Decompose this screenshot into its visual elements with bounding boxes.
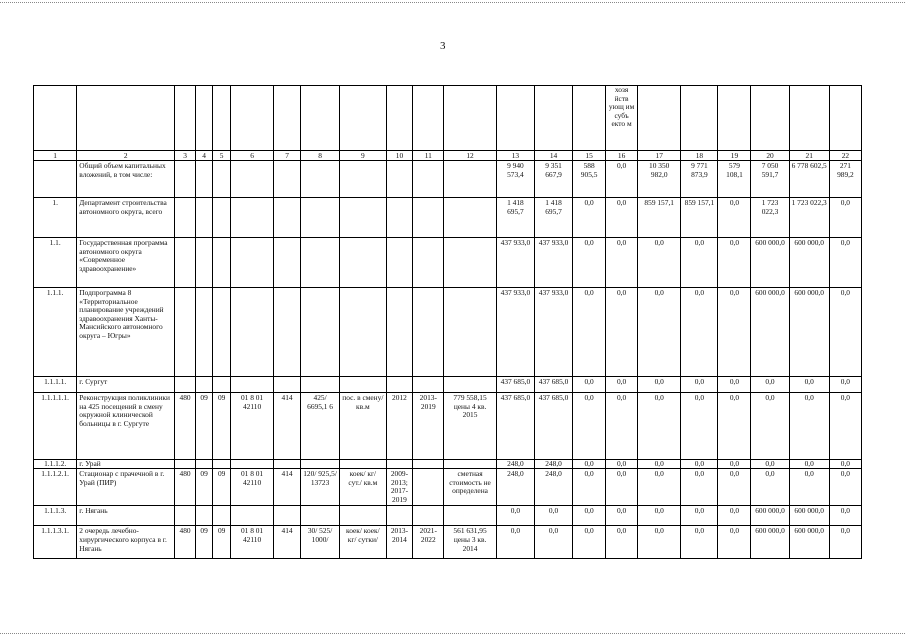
data-cell: 480 [175, 469, 196, 506]
row-number-cell: 1.1.1.3.1. [34, 526, 77, 559]
data-cell: 0,0 [718, 198, 751, 238]
column-number-cell: 16 [606, 151, 638, 161]
column-number-cell: 22 [829, 151, 861, 161]
data-cell: 6 778 602,5 [789, 161, 829, 198]
data-cell: 859 157,1 [638, 198, 681, 238]
data-cell: 0,0 [681, 393, 718, 460]
table-row-uray [34, 460, 862, 469]
column-number-cell: 3 [175, 151, 196, 161]
row-number-cell: 1.1.1.1.1. [34, 393, 77, 460]
data-cell: 0,0 [638, 460, 681, 469]
data-cell: 0,0 [573, 506, 606, 526]
column-number-cell: 19 [718, 151, 751, 161]
data-cell [386, 460, 413, 469]
data-cell: 01 8 01 42110 [230, 526, 273, 559]
data-cell [274, 460, 301, 469]
data-cell: 1 723 022,3 [789, 198, 829, 238]
data-cell: 600 000,0 [789, 506, 829, 526]
header-cell [274, 86, 301, 151]
data-cell [213, 288, 231, 377]
column-number-cell: 21 [789, 151, 829, 161]
data-cell: 425/ 6695,1 6 [300, 393, 339, 460]
data-cell: 248,0 [496, 460, 534, 469]
data-cell [444, 161, 497, 198]
data-cell: 779 558,15 цены 4 кв. 2015 [444, 393, 497, 460]
data-cell: 0,0 [681, 288, 718, 377]
row-number-cell: 1.1.1.2. [34, 460, 77, 469]
column-number-cell: 7 [274, 151, 301, 161]
data-cell: 0,0 [718, 377, 751, 393]
data-cell: 437 933,0 [534, 238, 572, 288]
data-cell: 0,0 [718, 288, 751, 377]
data-cell [413, 288, 444, 377]
scan-edge-top [0, 2, 905, 3]
data-cell: 437 685,0 [534, 377, 572, 393]
data-cell [444, 198, 497, 238]
data-cell: 0,0 [638, 238, 681, 288]
data-cell: 0,0 [751, 469, 789, 506]
header-cell [175, 86, 196, 151]
data-cell: 0,0 [829, 469, 861, 506]
header-cell [386, 86, 413, 151]
column-number-cell: 11 [413, 151, 444, 161]
data-cell [195, 506, 213, 526]
table-header-row [34, 86, 862, 151]
column-number-cell: 8 [300, 151, 339, 161]
data-cell [274, 288, 301, 377]
data-cell: 0,0 [718, 393, 751, 460]
data-cell: 01 8 01 42110 [230, 393, 273, 460]
data-cell: 2013-2014 [386, 526, 413, 559]
header-cell [230, 86, 273, 151]
data-cell: 0,0 [751, 393, 789, 460]
data-cell [274, 238, 301, 288]
data-cell [195, 377, 213, 393]
data-cell: 0,0 [789, 460, 829, 469]
data-cell: 0,0 [829, 506, 861, 526]
data-cell [175, 161, 196, 198]
column-number-cell: 2 [77, 151, 175, 161]
data-cell: 1 418 695,7 [496, 198, 534, 238]
data-cell [274, 198, 301, 238]
data-cell: 561 631,95 цены 3 кв. 2014 [444, 526, 497, 559]
data-cell: 0,0 [638, 469, 681, 506]
row-name-cell: г. Сургут [77, 377, 175, 393]
data-cell: 0,0 [573, 198, 606, 238]
column-number-cell: 15 [573, 151, 606, 161]
column-number-cell: 17 [638, 151, 681, 161]
data-cell: 414 [274, 526, 301, 559]
data-cell: 579 108,1 [718, 161, 751, 198]
data-cell [340, 377, 386, 393]
data-cell [230, 377, 273, 393]
data-cell [195, 198, 213, 238]
data-cell: 437 685,0 [496, 377, 534, 393]
data-cell: 2009-2013; 2017-2019 [386, 469, 413, 506]
data-cell: 0,0 [606, 198, 638, 238]
data-cell: 2013-2019 [413, 393, 444, 460]
data-cell: 600 000,0 [751, 506, 789, 526]
column-number-cell: 20 [751, 151, 789, 161]
header-cell [340, 86, 386, 151]
data-cell: 30/ 525/ 1000/ [300, 526, 339, 559]
row-name-cell: Подпрограмма 8 «Территориальное планирование учреждений здравоохранения Ханты-Мансийского автономного округа – Югры» [77, 288, 175, 377]
data-cell [300, 460, 339, 469]
data-cell [386, 198, 413, 238]
column-number-cell: 13 [496, 151, 534, 161]
data-cell: 0,0 [573, 238, 606, 288]
header-cell [681, 86, 718, 151]
row-name-cell: г. Нягань [77, 506, 175, 526]
data-cell [175, 506, 196, 526]
header-cell [751, 86, 789, 151]
row-name-cell: Реконструкция поликлиники на 425 посещений в смену окружной клинической больницы в г. Сургуте [77, 393, 175, 460]
data-cell: 9 771 873,9 [681, 161, 718, 198]
data-cell [300, 161, 339, 198]
data-cell: 09 [213, 469, 231, 506]
data-cell [213, 161, 231, 198]
row-number-cell: 1.1.1. [34, 288, 77, 377]
data-cell: 0,0 [681, 460, 718, 469]
row-name-cell: г. Урай [77, 460, 175, 469]
row-name-cell: Государственная программа автономного округа «Современное здравоохранение» [77, 238, 175, 288]
data-cell: 0,0 [718, 238, 751, 288]
data-cell: 0,0 [606, 238, 638, 288]
data-cell [230, 238, 273, 288]
data-cell: 1 723 022,3 [751, 198, 789, 238]
data-cell [413, 469, 444, 506]
data-cell [300, 238, 339, 288]
data-cell: 1 418 695,7 [534, 198, 572, 238]
data-cell: 0,0 [606, 288, 638, 377]
column-number-cell: 4 [195, 151, 213, 161]
data-cell: 437 933,0 [534, 288, 572, 377]
data-cell: 0,0 [829, 377, 861, 393]
data-cell: коек/ коек/ кг/ сутки/ [340, 526, 386, 559]
data-cell: 480 [175, 393, 196, 460]
data-cell [386, 238, 413, 288]
data-cell: 437 685,0 [534, 393, 572, 460]
table-row-department [34, 198, 862, 238]
data-cell: 7 050 591,7 [751, 161, 789, 198]
data-cell: 0,0 [534, 526, 572, 559]
data-cell: 0,0 [829, 393, 861, 460]
column-number-cell: 6 [230, 151, 273, 161]
data-cell: 09 [195, 526, 213, 559]
capital-investment-table [33, 85, 862, 559]
data-cell [195, 460, 213, 469]
data-cell: 0,0 [606, 506, 638, 526]
row-number-cell: 1.1.1.1. [34, 377, 77, 393]
data-cell [175, 460, 196, 469]
data-cell [230, 161, 273, 198]
data-cell [230, 460, 273, 469]
data-cell: 0,0 [638, 526, 681, 559]
data-cell: 09 [213, 393, 231, 460]
data-cell [300, 198, 339, 238]
data-cell [413, 377, 444, 393]
data-cell: 600 000,0 [789, 288, 829, 377]
data-cell [413, 238, 444, 288]
data-cell: 0,0 [606, 526, 638, 559]
row-name-cell: Общий объем капитальных вложений, в том числе: [77, 161, 175, 198]
data-cell: коек/ кг/ сут./ кв.м [340, 469, 386, 506]
data-cell: 0,0 [606, 393, 638, 460]
table-row-nyagan [34, 506, 862, 526]
data-cell: 0,0 [573, 469, 606, 506]
data-cell [444, 377, 497, 393]
data-cell [274, 377, 301, 393]
data-cell [274, 161, 301, 198]
data-cell: 0,0 [789, 393, 829, 460]
data-cell: 0,0 [751, 377, 789, 393]
table-row-subprogram [34, 288, 862, 377]
data-cell [444, 506, 497, 526]
data-cell: 271 989,2 [829, 161, 861, 198]
header-cell [789, 86, 829, 151]
header-cell [413, 86, 444, 151]
data-cell: 0,0 [718, 469, 751, 506]
table-row-corpus-nyagan [34, 526, 862, 559]
header-cell [34, 86, 77, 151]
data-cell [300, 288, 339, 377]
data-cell [175, 288, 196, 377]
data-cell: 0,0 [496, 506, 534, 526]
data-cell [340, 161, 386, 198]
row-name-cell: 2 очередь лечебно-хирургического корпуса в г. Нягань [77, 526, 175, 559]
data-cell: 600 000,0 [789, 238, 829, 288]
data-cell [195, 161, 213, 198]
data-cell [175, 198, 196, 238]
header-cell [213, 86, 231, 151]
column-number-cell: 12 [444, 151, 497, 161]
data-cell [340, 460, 386, 469]
data-cell [230, 506, 273, 526]
data-cell: 9 351 667,9 [534, 161, 572, 198]
row-number-cell: 1. [34, 198, 77, 238]
data-cell [444, 288, 497, 377]
data-cell: 0,0 [681, 469, 718, 506]
data-cell [340, 506, 386, 526]
data-cell: 0,0 [718, 460, 751, 469]
header-cell [195, 86, 213, 151]
data-cell: 0,0 [638, 377, 681, 393]
data-cell: 600 000,0 [789, 526, 829, 559]
data-cell [213, 198, 231, 238]
data-cell: 09 [195, 469, 213, 506]
data-cell: 0,0 [718, 526, 751, 559]
data-cell: 0,0 [681, 506, 718, 526]
data-cell: 09 [195, 393, 213, 460]
data-cell: 0,0 [573, 460, 606, 469]
row-name-cell: Стационар с прачечной в г. Урай (ПИР) [77, 469, 175, 506]
data-cell: 0,0 [606, 161, 638, 198]
data-cell: 248,0 [534, 460, 572, 469]
table-row-state-program [34, 238, 862, 288]
data-cell: 0,0 [681, 238, 718, 288]
data-cell [386, 288, 413, 377]
table-row-hospital-uray [34, 469, 862, 506]
data-cell: 0,0 [681, 377, 718, 393]
data-cell: 0,0 [681, 526, 718, 559]
data-cell: 0,0 [829, 238, 861, 288]
data-cell [213, 506, 231, 526]
column-number-cell: 1 [34, 151, 77, 161]
header-cell [444, 86, 497, 151]
data-cell [274, 506, 301, 526]
data-cell [230, 288, 273, 377]
data-cell: 10 350 982,0 [638, 161, 681, 198]
data-cell: 437 933,0 [496, 288, 534, 377]
data-cell: 437 933,0 [496, 238, 534, 288]
data-cell: 0,0 [789, 377, 829, 393]
data-cell [444, 238, 497, 288]
data-cell: 0,0 [638, 288, 681, 377]
row-number-cell: 1.1. [34, 238, 77, 288]
data-cell: 0,0 [718, 506, 751, 526]
header-cell [829, 86, 861, 151]
column-number-cell: 14 [534, 151, 572, 161]
column-number-cell: 18 [681, 151, 718, 161]
data-cell: 414 [274, 469, 301, 506]
data-cell [230, 198, 273, 238]
data-cell: 09 [213, 526, 231, 559]
data-cell: 9 940 573,4 [496, 161, 534, 198]
data-cell: 0,0 [606, 469, 638, 506]
data-cell [175, 377, 196, 393]
row-number-cell: 1.1.1.2.1. [34, 469, 77, 506]
data-cell [195, 238, 213, 288]
data-cell: 248,0 [534, 469, 572, 506]
data-cell: 600 000,0 [751, 526, 789, 559]
header-cell [718, 86, 751, 151]
data-cell [386, 377, 413, 393]
data-cell [444, 460, 497, 469]
data-cell: 0,0 [573, 526, 606, 559]
data-cell [413, 198, 444, 238]
data-cell: сметная стоимость не определена [444, 469, 497, 506]
data-cell [413, 506, 444, 526]
scan-edge-bottom [0, 633, 905, 634]
data-cell [340, 238, 386, 288]
table-row-surgut [34, 377, 862, 393]
column-number-cell: 10 [386, 151, 413, 161]
table-row-polyclinic [34, 393, 862, 460]
data-cell: 437 685,0 [496, 393, 534, 460]
data-cell: 480 [175, 526, 196, 559]
data-cell: 414 [274, 393, 301, 460]
data-cell: 600 000,0 [751, 238, 789, 288]
data-cell [340, 198, 386, 238]
data-cell: пос. в смену/ кв.м [340, 393, 386, 460]
row-number-cell [34, 161, 77, 198]
data-cell: 0,0 [573, 393, 606, 460]
data-cell [213, 460, 231, 469]
header-cell [300, 86, 339, 151]
data-cell [195, 288, 213, 377]
data-cell [175, 238, 196, 288]
data-cell [300, 506, 339, 526]
data-cell: 0,0 [606, 460, 638, 469]
column-number-cell: 5 [213, 151, 231, 161]
data-cell: 0,0 [496, 526, 534, 559]
data-cell [213, 377, 231, 393]
header-cell-col16: хозя йств ующ им субъ екто м [606, 86, 638, 151]
data-cell: 0,0 [638, 506, 681, 526]
header-cell [638, 86, 681, 151]
data-cell: 0,0 [789, 469, 829, 506]
column-number-row [34, 151, 862, 161]
data-cell [386, 506, 413, 526]
data-cell: 0,0 [829, 526, 861, 559]
data-cell [213, 238, 231, 288]
data-cell [340, 288, 386, 377]
data-cell [300, 377, 339, 393]
data-cell: 0,0 [638, 393, 681, 460]
data-cell: 859 157,1 [681, 198, 718, 238]
data-cell: 0,0 [573, 377, 606, 393]
data-cell: 0,0 [573, 288, 606, 377]
row-number-cell: 1.1.1.3. [34, 506, 77, 526]
table-row-total [34, 161, 862, 198]
data-cell: 0,0 [829, 288, 861, 377]
data-cell: 0,0 [829, 460, 861, 469]
page-number: 3 [440, 40, 446, 52]
data-cell: 0,0 [534, 506, 572, 526]
data-cell [413, 161, 444, 198]
header-cell [77, 86, 175, 151]
header-cell [534, 86, 572, 151]
data-cell [413, 460, 444, 469]
data-cell [386, 161, 413, 198]
data-cell: 600 000,0 [751, 288, 789, 377]
data-cell: 2012 [386, 393, 413, 460]
header-cell [496, 86, 534, 151]
data-cell: 0,0 [829, 198, 861, 238]
header-cell [573, 86, 606, 151]
row-name-cell: Департамент строительства автономного округа, всего [77, 198, 175, 238]
column-number-cell: 9 [340, 151, 386, 161]
data-cell: 588 905,5 [573, 161, 606, 198]
data-cell: 2021-2022 [413, 526, 444, 559]
data-cell: 01 8 01 42110 [230, 469, 273, 506]
data-cell: 0,0 [751, 460, 789, 469]
data-cell: 248,0 [496, 469, 534, 506]
data-cell: 120/ 925,5/ 13723 [300, 469, 339, 506]
data-cell: 0,0 [606, 377, 638, 393]
